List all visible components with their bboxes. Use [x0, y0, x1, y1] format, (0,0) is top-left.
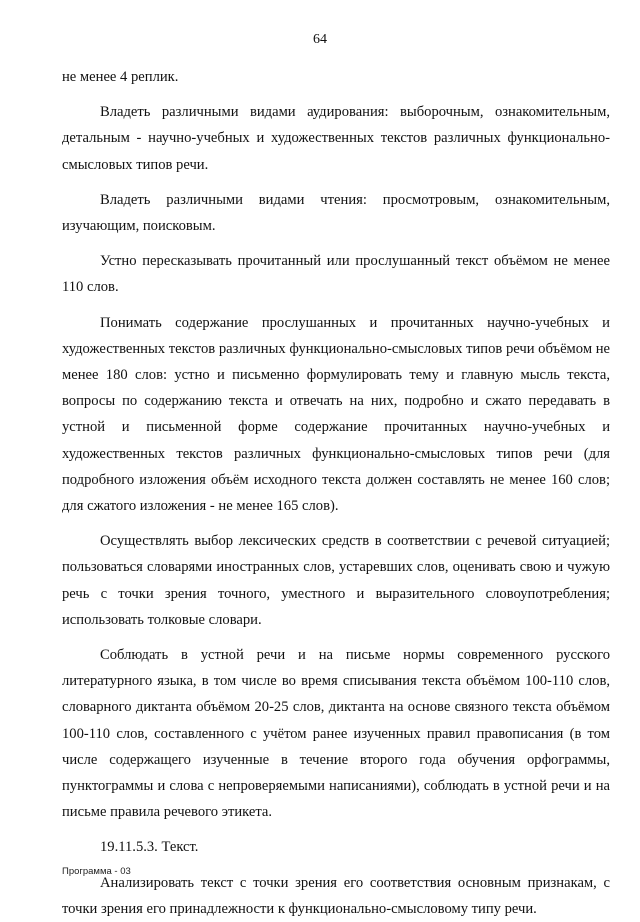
paragraph: Понимать содержание прослушанных и прочитанных научно-учебных и художественных текстов различных функционально-смысловых типов речи объёмом не менее 180 слов: устно и письменно формулировать тему и главную мысль текста, вопросы по содержанию текста и отвечать на них, подробно и сжато передавать в устной и письменной форме содержание прочитанных научно-учебных и художественных текстов различных функционально-смысловых типов речи (для подробного изложения объём исходного текста должен составлять не менее 160 слов; для сжатого изложения - не менее 165 слов). [62, 314, 610, 515]
section-heading: 19.11.5.3. Текст. [100, 839, 199, 856]
paragraph: Анализировать текст с точки зрения его соответствия основным признакам, с точки зрения его принадлежности к функционально-смысловому типу речи. [62, 874, 610, 917]
paragraph: Осуществлять выбор лексических средств в соответствии с речевой ситуацией; пользоваться словарями иностранных слов, устаревших слов, оценивать свою и чужую речь с точки зрения точного, уместного и выразительного словоупотребления; использовать толковые словари. [62, 533, 610, 628]
paragraph: Соблюдать в устной речи и на письме нормы современного русского литературного языка, в том числе во время списывания текста объёмом 100-110 слов, словарного диктанта объёмом 20-25 слов, диктанта на основе связного текста объёмом 100-110 слов, составленного с учётом ранее изученных правил правописания (в том числе содержащего изученные в течение второго года обучения орфограммы, пунктограммы и слова с непроверяемыми написаниями), соблюдать в устной речи и на письме правила речевого этикета. [62, 647, 610, 821]
paragraph: Владеть различными видами аудирования: выборочным, ознакомительным, детальным - научно-учебных и художественных текстов различных функционально-смысловых типов речи. [62, 104, 610, 173]
paragraph: не менее 4 реплик. [62, 69, 179, 85]
document-body [62, 64, 610, 922]
paragraph: Устно пересказывать прочитанный или прослушанный текст объёмом не менее 110 слов. [62, 253, 610, 296]
footer-label: Программа - 03 [62, 866, 131, 877]
paragraph: Владеть различными видами чтения: просмотровым, ознакомительным, изучающим, поисковым. [62, 191, 610, 235]
page-number: 64 [313, 32, 327, 47]
